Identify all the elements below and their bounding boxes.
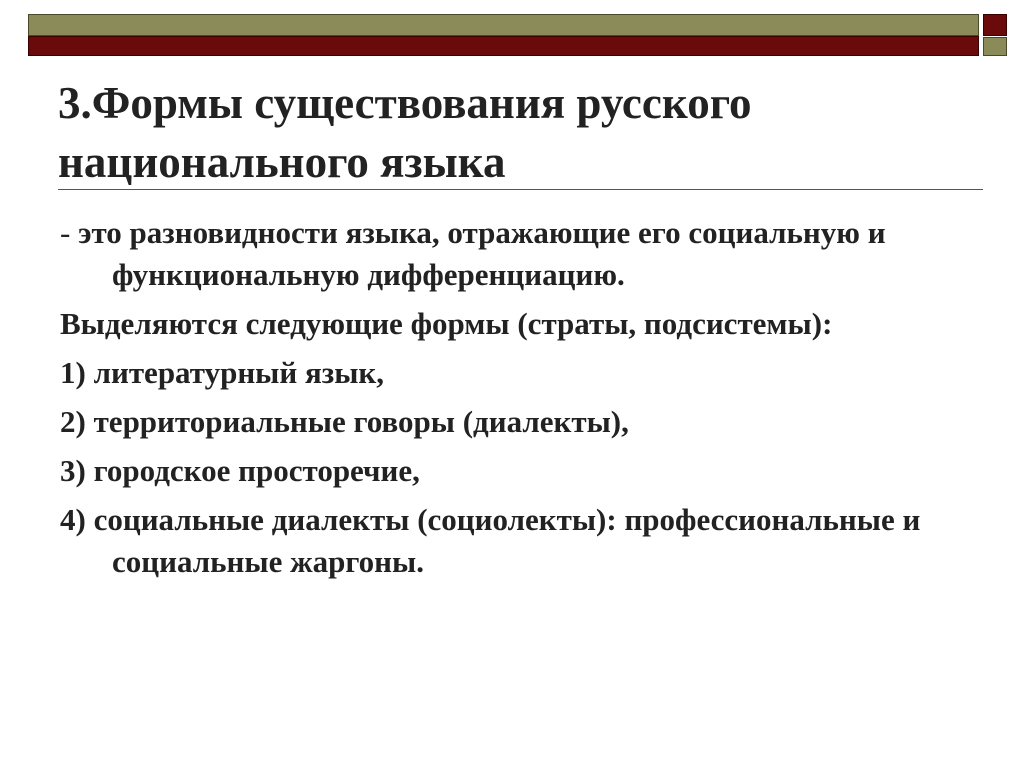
list-item-number: 1) bbox=[60, 355, 86, 390]
definition-paragraph bbox=[60, 212, 980, 296]
title-underline bbox=[58, 189, 983, 190]
list-item-number: 3) bbox=[60, 453, 86, 488]
list-item bbox=[60, 401, 980, 443]
list-item-number: 4) bbox=[60, 502, 86, 537]
slide-body bbox=[60, 212, 980, 590]
list-item-text: социальные диалекты (социолекты): профессиональные и социальные жаргоны. bbox=[93, 502, 921, 579]
intro-text: Выделяются следующие формы (страты, подсистемы): bbox=[60, 306, 833, 341]
list-item bbox=[60, 499, 980, 583]
corner-square-maroon bbox=[983, 14, 1007, 36]
list-item-number: 2) bbox=[60, 404, 86, 439]
definition-text: это разновидности языка, отражающие его социальную и функциональную дифференциацию. bbox=[78, 215, 886, 292]
header-bar-olive bbox=[28, 14, 979, 36]
definition-dash: - bbox=[60, 215, 71, 250]
header-bar-maroon bbox=[28, 36, 979, 56]
list-item bbox=[60, 352, 980, 394]
list-item bbox=[60, 450, 980, 492]
intro-paragraph bbox=[60, 303, 980, 345]
slide-title: 3.Формы существования русского национального языка bbox=[58, 78, 752, 187]
list-item-text: территориальные говоры (диалекты), bbox=[93, 404, 629, 439]
list-item-text: городское просторечие, bbox=[93, 453, 420, 488]
list-item-text: литературный язык, bbox=[93, 355, 385, 390]
corner-square-olive bbox=[983, 37, 1007, 56]
